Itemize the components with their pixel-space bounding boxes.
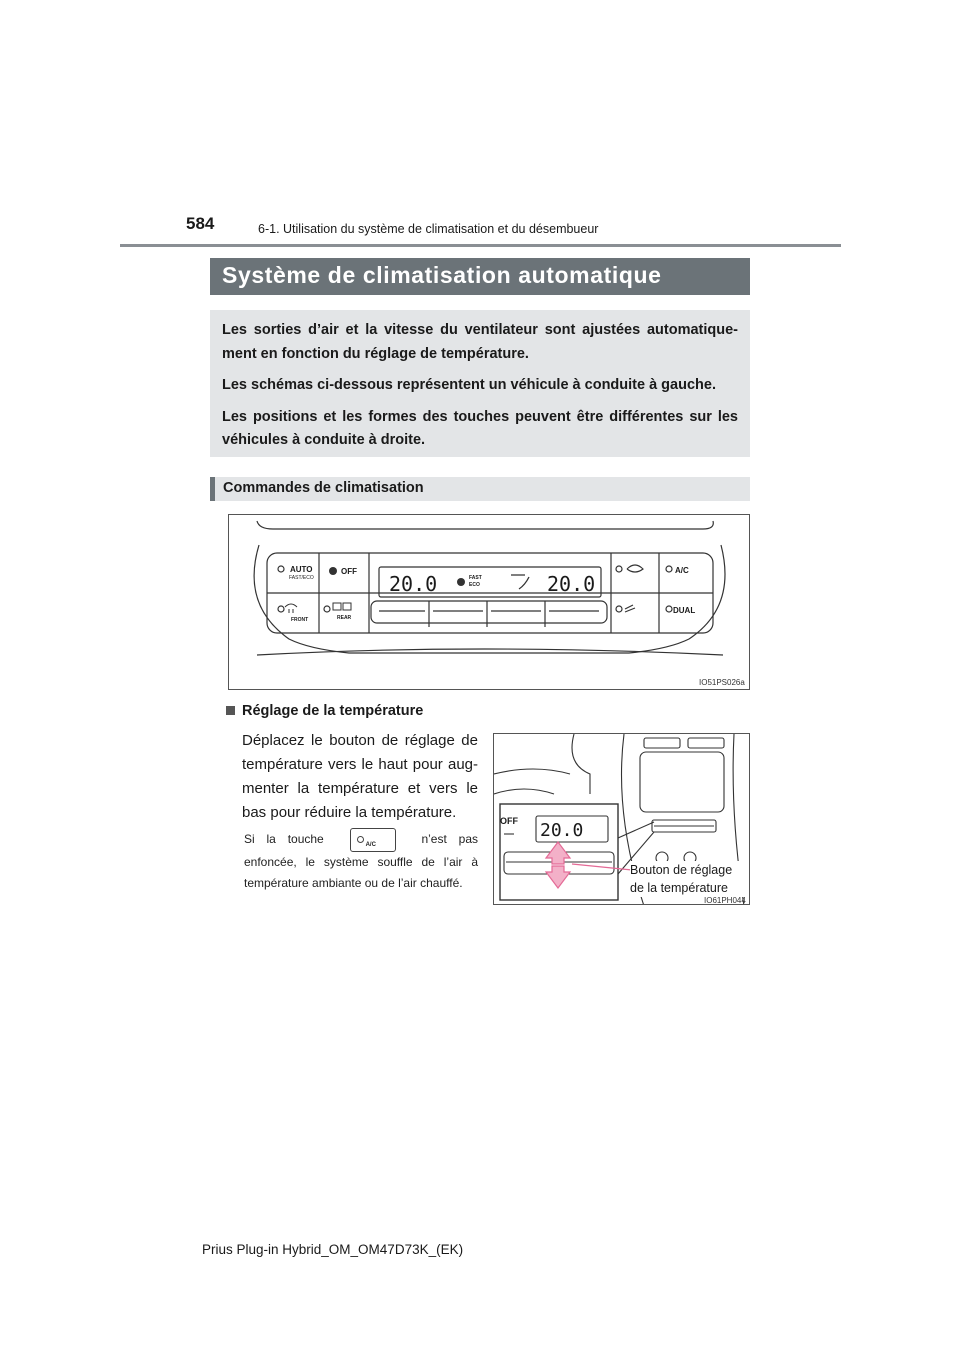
defrost-rear-icon — [333, 603, 351, 610]
rear-label: REAR — [337, 615, 352, 621]
temp-right-display: 20.0 — [547, 572, 596, 596]
subsection-heading — [226, 703, 423, 719]
header-rule — [120, 244, 841, 247]
fan-mode-eco: ECO — [469, 582, 480, 588]
intro-paragraph-2: Les schémas ci-dessous représentent un véhicule à conduite à gauche. — [222, 377, 716, 393]
figure-code: IO51PS026a — [699, 678, 745, 687]
inset-temp-display: 20.0 — [540, 820, 584, 841]
page-number: 584 — [186, 214, 215, 233]
ac-button-label: A/C — [365, 842, 376, 848]
note-before: Si la touche — [244, 832, 324, 847]
temp-left-display: 20.0 — [389, 572, 438, 596]
note-paragraph — [244, 828, 478, 894]
display-fan-icon — [457, 578, 465, 586]
intro-paragraph-3: Les positions et les formes des touches peuvent être différentes sur les véhicules à conduite à droite. — [222, 408, 738, 448]
inset-off-fragment: OFF — [500, 816, 518, 826]
figure2-code: IO61PH044 — [704, 896, 746, 905]
ac-button-illustration — [350, 828, 396, 852]
intro-box — [210, 310, 750, 457]
section-header: 6-1. Utilisation du système de climatisation et du désembueur — [258, 222, 599, 236]
air-outlet-icon — [625, 605, 635, 612]
intro-paragraph-1: Les sorties d’air et la vitesse du ventilateur sont ajustées automatique-ment en fonction du réglage de température. — [222, 322, 738, 362]
climate-panel-figure — [228, 514, 750, 690]
section-marker — [210, 477, 215, 501]
defrost-front-icon — [285, 604, 297, 613]
callout-label: Bouton de réglage de la température — [630, 861, 748, 897]
bullet-square — [226, 706, 235, 715]
indicator-dot — [357, 836, 364, 843]
display-outlet-icon — [511, 575, 529, 589]
fast-eco-label: FAST/ECO — [289, 575, 314, 581]
footer: Prius Plug-in Hybrid_OM_OM47D73K_(EK) — [202, 1242, 464, 1257]
front-label: FRONT — [291, 617, 309, 623]
note-after: n’est pas enfoncée, le système souffle de l’air à température ambiante ou de l’air chauffé. — [244, 832, 478, 890]
recirculation-icon — [627, 565, 643, 572]
section-heading — [210, 477, 750, 501]
climate-panel-drawing — [229, 515, 751, 691]
dual-label: DUAL — [673, 606, 696, 615]
auto-label: AUTO — [290, 565, 313, 574]
off-label: OFF — [341, 567, 357, 576]
ac-label: A/C — [675, 566, 689, 575]
section-heading-text: Commandes de climatisation — [223, 480, 424, 496]
page-title: Système de climatisation automatique — [210, 258, 750, 295]
fan-icon — [329, 567, 337, 575]
subsection-heading-text: Réglage de la température — [242, 703, 424, 719]
body-paragraph: Déplacez le bouton de réglage de température vers le haut pour aug-menter la température et vers le bas pour réduire la température. — [242, 732, 478, 821]
fan-mode-fast: FAST — [469, 575, 482, 581]
